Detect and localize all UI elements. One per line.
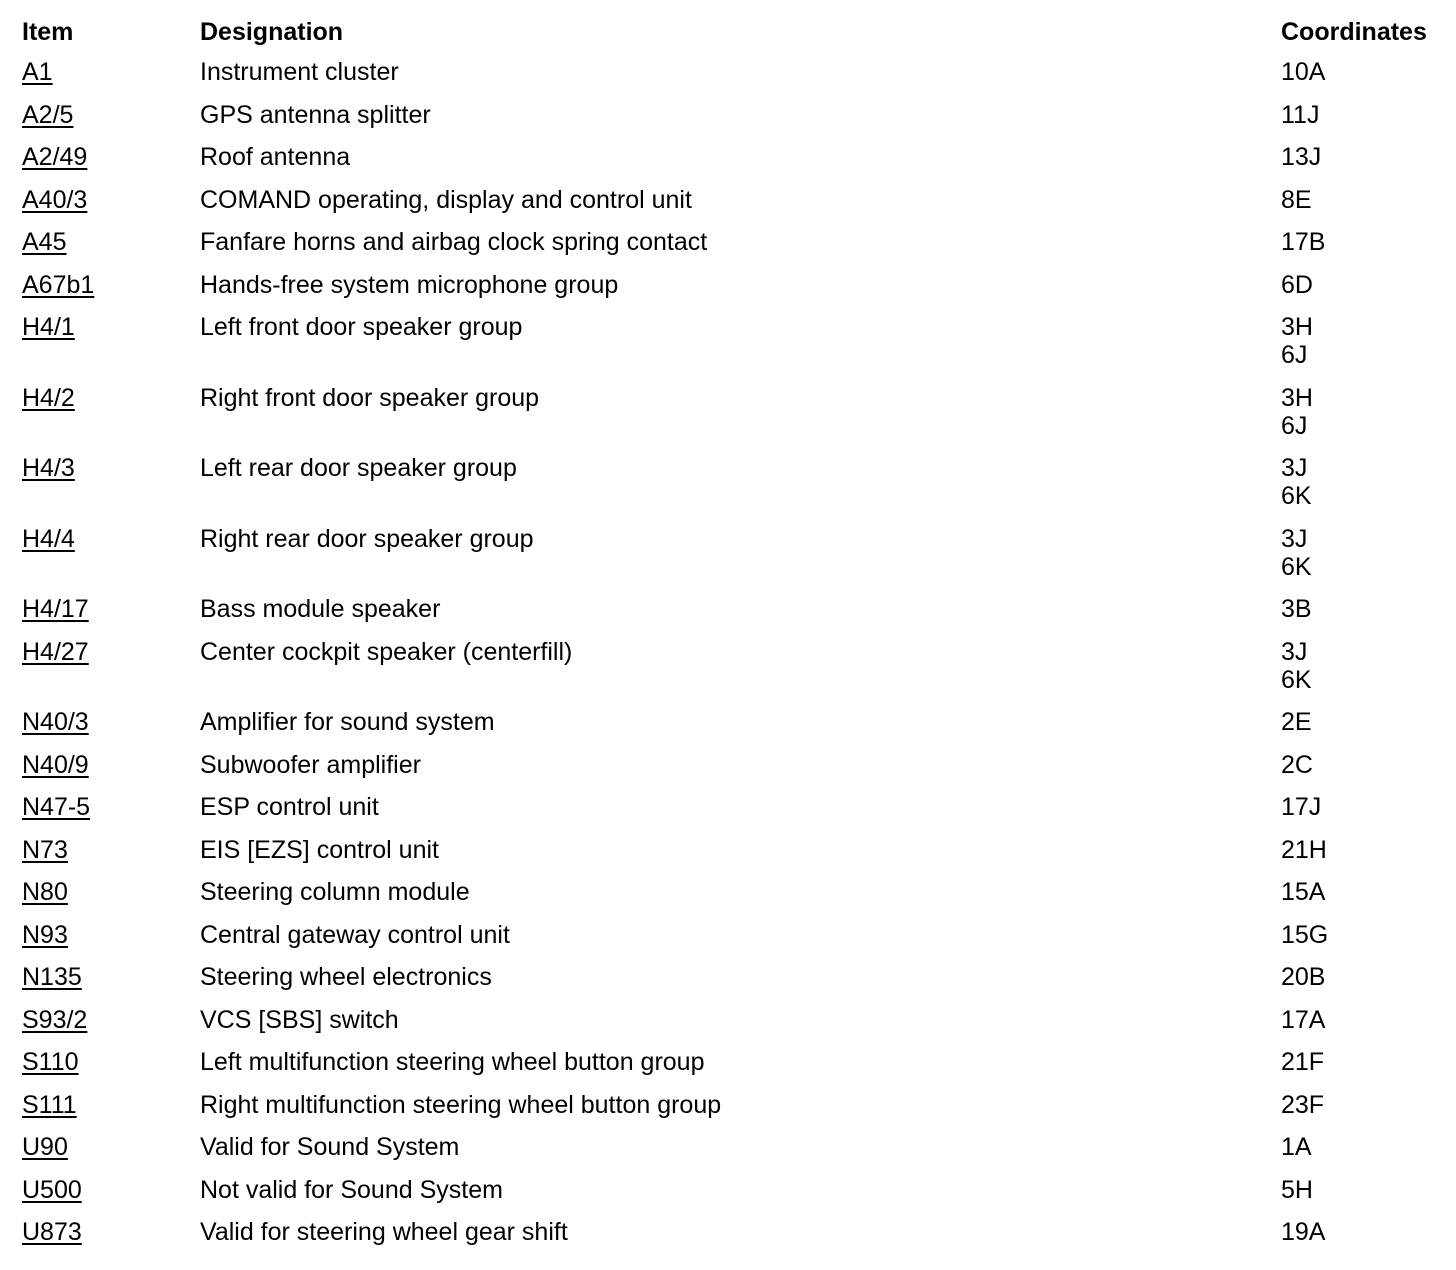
- designation-cell: Right rear door speaker group: [200, 524, 534, 553]
- designation-cell: Left rear door speaker group: [200, 454, 517, 482]
- coordinate-value: 17J: [1281, 793, 1322, 821]
- component-legend-table: [22, 16, 1442, 1261]
- table-row: [22, 525, 1442, 596]
- item-cell: [22, 271, 200, 299]
- item-link[interactable]: N93: [22, 920, 68, 949]
- item-cell: [22, 708, 200, 736]
- designation-cell: Center cockpit speaker (centerfill): [200, 637, 573, 666]
- table-row: [22, 708, 1442, 751]
- coordinate-value: 13J: [1281, 143, 1322, 171]
- table-row: [22, 638, 1442, 709]
- item-cell: [22, 1048, 200, 1076]
- item-cell: [22, 1091, 200, 1119]
- coordinate-value: 11J: [1281, 100, 1320, 129]
- table-row: [22, 313, 1442, 384]
- designation-cell: Hands-free system microphone group: [200, 270, 619, 299]
- table-row: [22, 228, 1442, 271]
- item-cell: [22, 793, 200, 821]
- designation-cell: VCS [SBS] switch: [200, 1005, 399, 1034]
- item-cell: [22, 313, 200, 341]
- item-cell: [22, 638, 200, 666]
- coordinate-value: 15G: [1281, 920, 1329, 949]
- coordinate-value: 3J: [1281, 454, 1308, 482]
- coordinates-cell: [1281, 1218, 1442, 1246]
- designation-cell: Not valid for Sound System: [200, 1175, 503, 1204]
- item-link[interactable]: N40/9: [22, 750, 89, 779]
- coordinate-value: 2E: [1281, 708, 1312, 736]
- coordinate-value: 17A: [1281, 1005, 1326, 1034]
- coordinate-value: 20B: [1281, 963, 1326, 991]
- header-coordinates: Coordinates: [1281, 18, 1427, 46]
- item-cell: [22, 143, 200, 171]
- coordinate-value: 8E: [1281, 185, 1312, 214]
- header-designation: Designation: [200, 18, 344, 46]
- coordinates-cell: [1281, 793, 1442, 821]
- table-row: [22, 1091, 1442, 1134]
- coordinate-value: 6K: [1281, 552, 1312, 581]
- item-cell: [22, 1176, 200, 1204]
- item-link[interactable]: H4/3: [22, 454, 75, 482]
- coordinate-value: 17B: [1281, 228, 1326, 256]
- coordinate-value: 23F: [1281, 1090, 1325, 1119]
- designation-cell: Steering wheel electronics: [200, 963, 492, 991]
- coordinates-cell: [1281, 1133, 1442, 1161]
- item-link[interactable]: H4/17: [22, 595, 89, 623]
- coordinate-value: 6K: [1281, 482, 1312, 510]
- coordinate-value: 6D: [1281, 270, 1313, 299]
- coordinate-value: 19A: [1281, 1218, 1326, 1246]
- item-cell: [22, 101, 200, 129]
- designation-cell: Fanfare horns and airbag clock spring contact: [200, 228, 708, 256]
- item-link[interactable]: A40/3: [22, 185, 88, 214]
- coordinates-cell: [1281, 751, 1442, 779]
- table-row: [22, 921, 1442, 964]
- item-cell: [22, 454, 200, 482]
- coordinates-cell: [1281, 186, 1442, 214]
- item-cell: [22, 751, 200, 779]
- item-cell: [22, 963, 200, 991]
- coordinates-cell: [1281, 525, 1442, 581]
- item-cell: [22, 228, 200, 256]
- item-link[interactable]: A1: [22, 58, 53, 86]
- coordinates-cell: [1281, 101, 1442, 129]
- table-row: [22, 186, 1442, 229]
- table-row: [22, 384, 1442, 455]
- table-row: [22, 1048, 1442, 1091]
- designation-cell: ESP control unit: [200, 793, 379, 821]
- designation-cell: Left multifunction steering wheel button group: [200, 1048, 705, 1076]
- item-cell: [22, 595, 200, 623]
- coordinate-value: 21F: [1281, 1048, 1325, 1076]
- coordinate-value: 6K: [1281, 665, 1312, 694]
- coordinates-cell: [1281, 454, 1442, 510]
- coordinates-cell: [1281, 638, 1442, 694]
- coordinate-value: 5H: [1281, 1175, 1313, 1204]
- designation-cell: Valid for Sound System: [200, 1133, 460, 1161]
- designation-cell: GPS antenna splitter: [200, 100, 431, 129]
- coordinate-value: 3J: [1281, 637, 1308, 666]
- coordinate-value: 3H: [1281, 383, 1313, 412]
- coordinates-cell: [1281, 228, 1442, 256]
- coordinates-cell: [1281, 58, 1442, 86]
- table-row: [22, 793, 1442, 836]
- table-row: [22, 595, 1442, 638]
- designation-cell: Instrument cluster: [200, 58, 399, 86]
- coordinates-cell: [1281, 878, 1442, 906]
- item-link[interactable]: A2/5: [22, 100, 74, 129]
- coordinate-value: 3J: [1281, 524, 1308, 553]
- coordinates-cell: [1281, 1176, 1442, 1204]
- table-header: [22, 16, 1442, 58]
- coordinate-value: 6J: [1281, 411, 1308, 440]
- item-cell: [22, 921, 200, 949]
- table-row: [22, 143, 1442, 186]
- table-row: [22, 1133, 1442, 1176]
- coordinate-value: 3B: [1281, 595, 1312, 623]
- coordinate-value: 1A: [1281, 1133, 1312, 1161]
- item-cell: [22, 1133, 200, 1161]
- designation-cell: Right multifunction steering wheel button group: [200, 1090, 722, 1119]
- item-cell: [22, 384, 200, 412]
- table-body: [22, 58, 1442, 1261]
- coordinates-cell: [1281, 143, 1442, 171]
- coordinate-value: 3H: [1281, 313, 1313, 341]
- coordinates-cell: [1281, 313, 1442, 369]
- designation-cell: Central gateway control unit: [200, 920, 510, 949]
- item-link[interactable]: N47-5: [22, 793, 91, 821]
- coordinate-value: 15A: [1281, 878, 1326, 906]
- coordinates-cell: [1281, 836, 1442, 864]
- coordinates-cell: [1281, 271, 1442, 299]
- item-link[interactable]: U90: [22, 1133, 68, 1161]
- coordinate-value: 10A: [1281, 58, 1326, 86]
- coordinates-cell: [1281, 384, 1442, 440]
- table-row: [22, 963, 1442, 1006]
- designation-cell: Roof antenna: [200, 143, 351, 171]
- table-row: [22, 454, 1442, 525]
- item-link[interactable]: H4/27: [22, 637, 89, 666]
- item-cell: [22, 1006, 200, 1034]
- designation-cell: Bass module speaker: [200, 595, 441, 623]
- designation-cell: Subwoofer amplifier: [200, 750, 421, 779]
- item-link[interactable]: N80: [22, 878, 68, 906]
- table-row: [22, 101, 1442, 144]
- item-link[interactable]: U500: [22, 1175, 82, 1204]
- coordinate-value: 21H: [1281, 835, 1327, 864]
- item-link[interactable]: S111: [22, 1090, 77, 1119]
- item-cell: [22, 1218, 200, 1246]
- table-row: [22, 1006, 1442, 1049]
- item-cell: [22, 878, 200, 906]
- table-row: [22, 1176, 1442, 1219]
- coordinates-cell: [1281, 921, 1442, 949]
- item-link[interactable]: S110: [22, 1048, 79, 1076]
- designation-cell: Valid for steering wheel gear shift: [200, 1218, 568, 1246]
- designation-cell: Right front door speaker group: [200, 383, 540, 412]
- designation-cell: COMAND operating, display and control unit: [200, 185, 692, 214]
- designation-cell: Left front door speaker group: [200, 313, 523, 341]
- coordinate-value: 2C: [1281, 750, 1313, 779]
- coordinates-cell: [1281, 595, 1442, 623]
- header-item: Item: [22, 18, 74, 46]
- coordinates-cell: [1281, 1048, 1442, 1076]
- item-link[interactable]: A45: [22, 228, 67, 256]
- item-link[interactable]: S93/2: [22, 1005, 88, 1034]
- table-row: [22, 878, 1442, 921]
- designation-cell: Amplifier for sound system: [200, 708, 495, 736]
- item-link[interactable]: N73: [22, 835, 68, 864]
- coordinates-cell: [1281, 1006, 1442, 1034]
- coordinates-cell: [1281, 963, 1442, 991]
- table-row: [22, 1218, 1442, 1261]
- item-cell: [22, 525, 200, 553]
- item-link[interactable]: H4/2: [22, 383, 75, 412]
- table-row: [22, 271, 1442, 314]
- item-cell: [22, 836, 200, 864]
- item-link[interactable]: N40/3: [22, 708, 89, 736]
- coordinates-cell: [1281, 1091, 1442, 1119]
- item-cell: [22, 186, 200, 214]
- coordinates-cell: [1281, 708, 1442, 736]
- designation-cell: Steering column module: [200, 878, 470, 906]
- designation-cell: EIS [EZS] control unit: [200, 835, 439, 864]
- item-cell: [22, 58, 200, 86]
- item-link[interactable]: A2/49: [22, 143, 88, 171]
- table-row: [22, 751, 1442, 794]
- item-link[interactable]: H4/1: [22, 313, 75, 341]
- item-link[interactable]: U873: [22, 1218, 82, 1246]
- coordinate-value: 6J: [1281, 341, 1308, 369]
- item-link[interactable]: H4/4: [22, 524, 75, 553]
- table-row: [22, 58, 1442, 101]
- table-row: [22, 836, 1442, 879]
- item-link[interactable]: A67b1: [22, 270, 95, 299]
- item-link[interactable]: N135: [22, 963, 82, 991]
